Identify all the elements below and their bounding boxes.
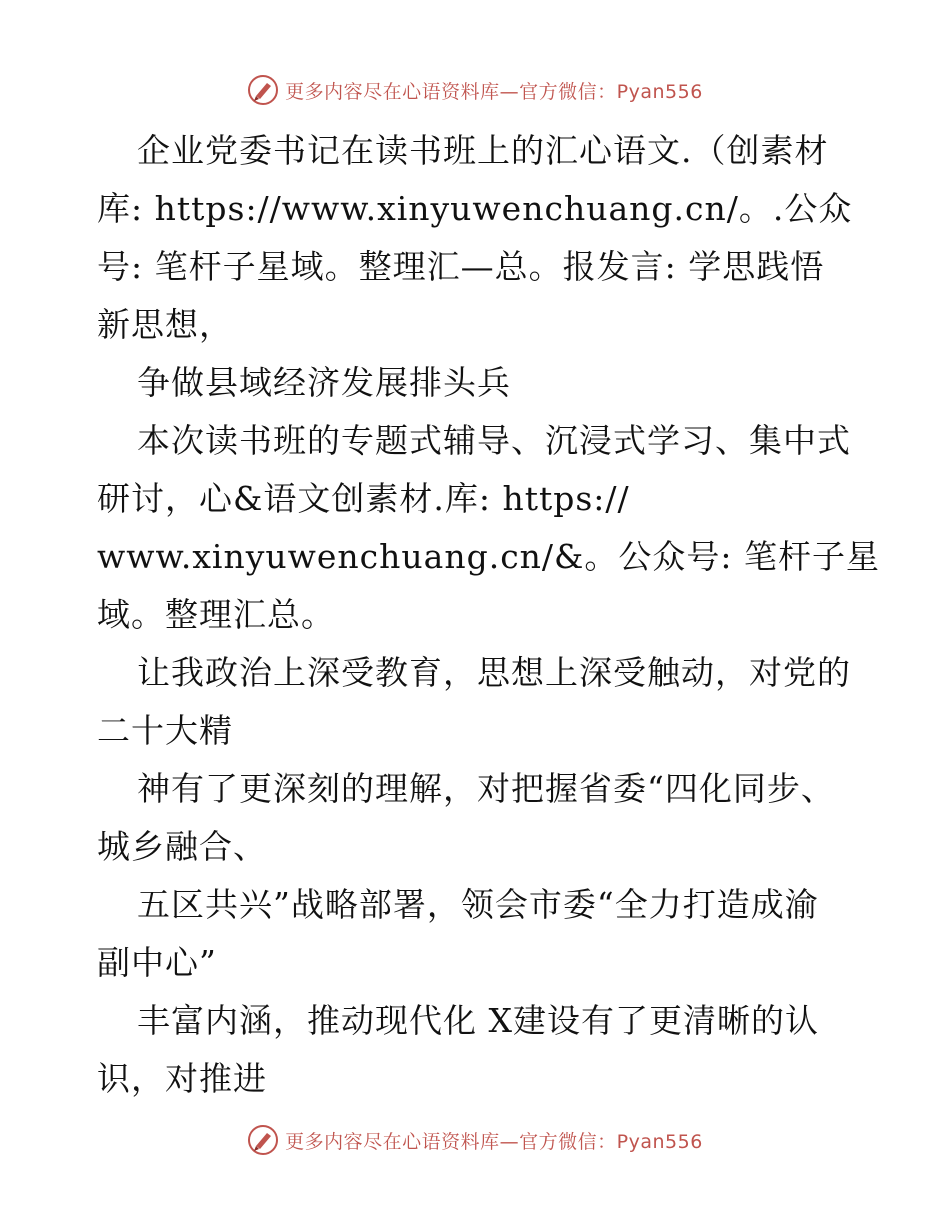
footer-banner-text: 更多内容尽在心语资料库—官方微信：Pyan556 [285, 1130, 703, 1153]
text-line: 域。整理汇总。 [97, 595, 335, 634]
text-line: 识，对推进 [97, 1059, 267, 1098]
text-line: 本次读书班的专题式辅导、沉浸式学习、集中式 [137, 421, 851, 460]
text-line: 研讨，心&语文创素材.库: https:// [97, 479, 630, 518]
text-line: 企业党委书记在读书班上的汇心语文.（创素材 [137, 131, 829, 170]
text-line: 丰富内涵，推动现代化 X建设有了更清晰的认 [137, 1001, 819, 1040]
text-line: 神有了更深刻的理解，对把握省委“四化同步、 [137, 769, 835, 808]
section-heading: 争做县域经济发展排头兵 [137, 363, 511, 402]
text-line: 新思想， [97, 305, 233, 344]
header-banner-text: 更多内容尽在心语资料库—官方微信：Pyan556 [285, 80, 703, 103]
text-line: 让我政治上深受教育，思想上深受触动，对党的 [137, 653, 851, 692]
text-line: 二十大精 [97, 711, 233, 750]
text-line: 库: https://www.xinyuwenchuang.cn/。.公众 [97, 189, 853, 228]
pen-logo-icon [247, 74, 279, 106]
pen-logo-icon [247, 1124, 279, 1156]
header-banner [0, 70, 950, 110]
text-line: 号: 笔杆子星域。整理汇—总。报发言: 学思践悟 [97, 247, 825, 286]
text-line: 城乡融合、 [97, 827, 267, 866]
text-line: www.xinyuwenchuang.cn/&。公众号: 笔杆子星 [97, 537, 881, 576]
text-line: 五区共兴”战略部署，领会市委“全力打造成渝 [137, 885, 819, 924]
footer-banner [0, 1120, 950, 1160]
document-body [97, 122, 881, 1108]
text-line: 副中心” [97, 943, 217, 982]
